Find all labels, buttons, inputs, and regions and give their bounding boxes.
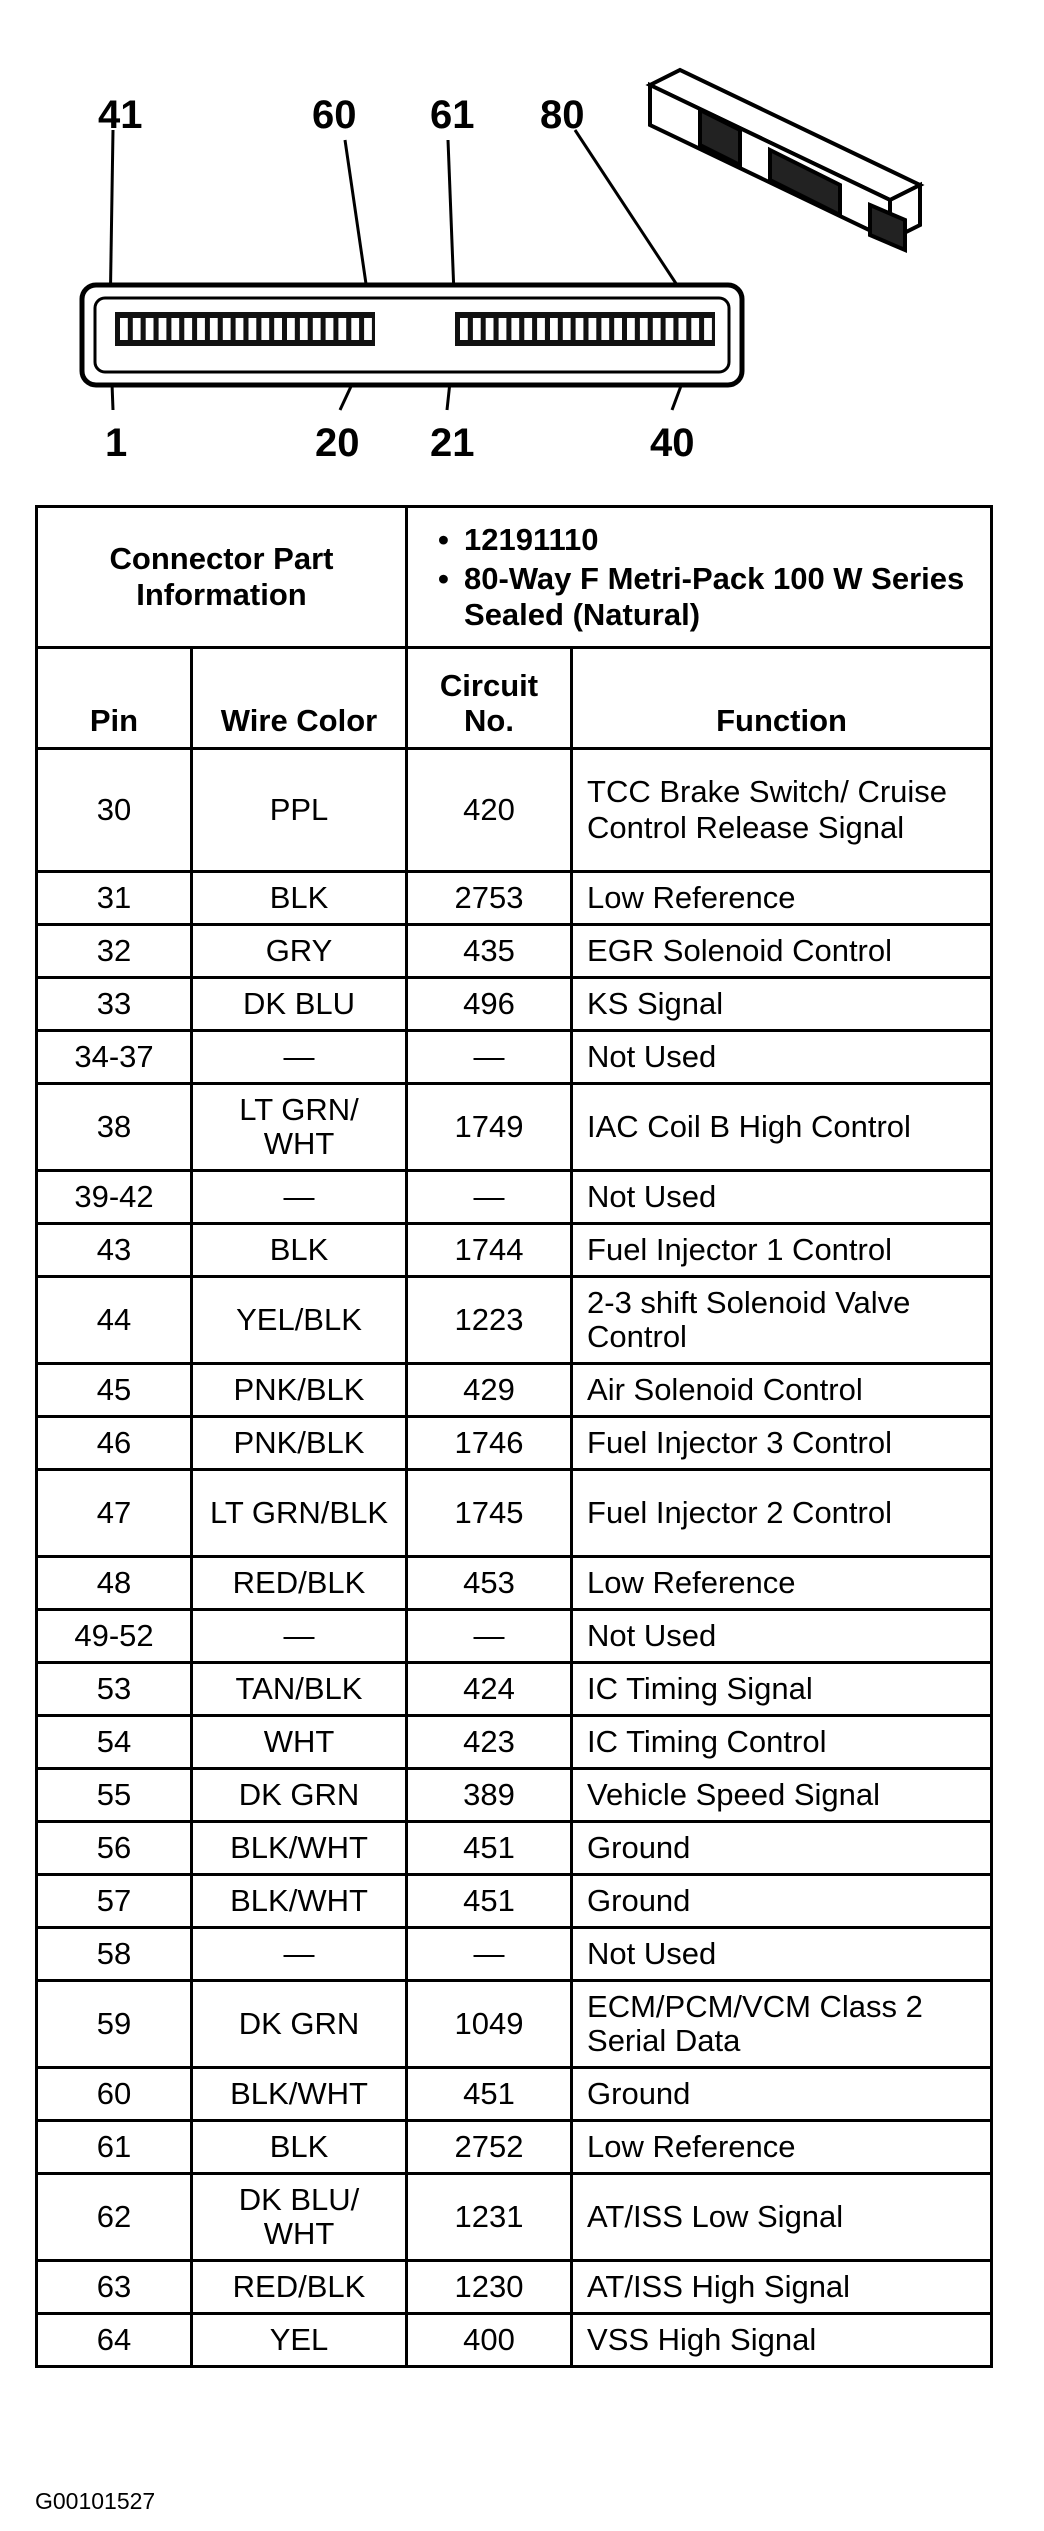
table-row: [37, 1084, 992, 1171]
cell-pin: 59: [37, 1981, 192, 2068]
table-row: [37, 2261, 992, 2314]
cell-pin: 32: [37, 925, 192, 978]
pin-slot: [576, 318, 584, 340]
cell-function: TCC Brake Switch/ Cruise Control Release Signal: [572, 749, 992, 872]
table-row: [37, 1031, 992, 1084]
table-row: [37, 1928, 992, 1981]
connector-pinout-table: [35, 505, 993, 2368]
cell-wire-color: GRY: [192, 925, 407, 978]
cell-pin: 60: [37, 2068, 192, 2121]
cell-function: Not Used: [572, 1610, 992, 1663]
cell-circuit-no: 1745: [407, 1470, 572, 1557]
col-header-function: Function: [572, 648, 992, 749]
col-header-circuit: Circuit No.: [407, 648, 572, 749]
pin-slot: [511, 318, 519, 340]
cell-circuit-no: —: [407, 1031, 572, 1084]
pin-slot: [184, 318, 192, 340]
cell-wire-color: DK BLU: [192, 978, 407, 1031]
cell-circuit-no: 451: [407, 2068, 572, 2121]
cell-pin: 64: [37, 2314, 192, 2367]
pin-slot: [364, 318, 372, 340]
pin-label-20: 20: [315, 421, 360, 465]
cell-function: Ground: [572, 1822, 992, 1875]
cell-circuit-no: 1231: [407, 2174, 572, 2261]
cell-circuit-no: 451: [407, 1875, 572, 1928]
cell-wire-color: —: [192, 1171, 407, 1224]
pin-label-61: 61: [430, 93, 475, 137]
cell-function: ECM/PCM/VCM Class 2 Serial Data: [572, 1981, 992, 2068]
pin-label-60: 60: [312, 93, 357, 137]
cell-wire-color: —: [192, 1610, 407, 1663]
table-row: [37, 1364, 992, 1417]
cell-function: Low Reference: [572, 872, 992, 925]
cell-function: Fuel Injector 3 Control: [572, 1417, 992, 1470]
pin-slot: [524, 318, 532, 340]
cell-function: Air Solenoid Control: [572, 1364, 992, 1417]
cell-function: IAC Coil B High Control: [572, 1084, 992, 1171]
table-row: [37, 749, 992, 872]
pin-slot: [120, 318, 128, 340]
cell-wire-color: DK GRN: [192, 1769, 407, 1822]
pin-slot: [287, 318, 295, 340]
cell-function: Vehicle Speed Signal: [572, 1769, 992, 1822]
connector-description: • 80-Way F Metri-Pack 100 W Series Sealed (Natural): [438, 561, 982, 632]
table-row: [37, 978, 992, 1031]
pin-slot: [236, 318, 244, 340]
cell-wire-color: —: [192, 1031, 407, 1084]
table-row: [37, 1610, 992, 1663]
pin-slot: [210, 318, 218, 340]
pin-slot: [601, 318, 609, 340]
pin-slot: [249, 318, 257, 340]
cell-function: Not Used: [572, 1031, 992, 1084]
cell-function: AT/ISS High Signal: [572, 2261, 992, 2314]
cell-wire-color: BLK/WHT: [192, 1822, 407, 1875]
table-row: [37, 1822, 992, 1875]
cell-pin: 56: [37, 1822, 192, 1875]
cell-circuit-no: 2752: [407, 2121, 572, 2174]
connector-diagram: [0, 0, 1044, 470]
cell-circuit-no: 429: [407, 1364, 572, 1417]
table-row: [37, 1277, 992, 1364]
table-row: [37, 2314, 992, 2367]
cell-circuit-no: 400: [407, 2314, 572, 2367]
cell-wire-color: LT GRN/ WHT: [192, 1084, 407, 1171]
cell-circuit-no: 424: [407, 1663, 572, 1716]
table-row: [37, 1981, 992, 2068]
table-row: [37, 2174, 992, 2261]
cell-circuit-no: 1223: [407, 1277, 572, 1364]
table-row: [37, 2121, 992, 2174]
pin-slot: [550, 318, 558, 340]
table-row: [37, 1557, 992, 1610]
cell-circuit-no: 1230: [407, 2261, 572, 2314]
pin-slot: [171, 318, 179, 340]
table-row: [37, 1417, 992, 1470]
cell-pin: 58: [37, 1928, 192, 1981]
connector-3d-icon: [650, 70, 920, 250]
cell-circuit-no: 423: [407, 1716, 572, 1769]
pin-label-21: 21: [430, 421, 475, 465]
cell-pin: 46: [37, 1417, 192, 1470]
cell-pin: 57: [37, 1875, 192, 1928]
cell-pin: 33: [37, 978, 192, 1031]
cell-wire-color: PPL: [192, 749, 407, 872]
cell-circuit-no: 1749: [407, 1084, 572, 1171]
cell-pin: 62: [37, 2174, 192, 2261]
cell-circuit-no: 2753: [407, 872, 572, 925]
pin-slot: [473, 318, 481, 340]
cell-function: 2-3 shift Solenoid Valve Control: [572, 1277, 992, 1364]
table-row: [37, 2068, 992, 2121]
pin-slot: [614, 318, 622, 340]
cell-circuit-no: —: [407, 1928, 572, 1981]
cell-circuit-no: 496: [407, 978, 572, 1031]
table-row: [37, 872, 992, 925]
connector-part-info-items: [407, 507, 992, 648]
cell-pin: 55: [37, 1769, 192, 1822]
pin-slot: [313, 318, 321, 340]
cell-wire-color: WHT: [192, 1716, 407, 1769]
cell-function: Not Used: [572, 1171, 992, 1224]
table-row: [37, 1663, 992, 1716]
pin-slot: [223, 318, 231, 340]
cell-pin: 47: [37, 1470, 192, 1557]
cell-function: Fuel Injector 2 Control: [572, 1470, 992, 1557]
cell-wire-color: YEL/BLK: [192, 1277, 407, 1364]
pin-label-41: 41: [98, 93, 143, 137]
cell-pin: 54: [37, 1716, 192, 1769]
connector-body: [82, 285, 742, 385]
table-row: [37, 1470, 992, 1557]
pin-slot: [197, 318, 205, 340]
pin-slot: [499, 318, 507, 340]
cell-circuit-no: —: [407, 1171, 572, 1224]
pin-slot: [351, 318, 359, 340]
cell-function: EGR Solenoid Control: [572, 925, 992, 978]
pin-slot: [146, 318, 154, 340]
pin-label-80: 80: [540, 93, 585, 137]
cell-circuit-no: 451: [407, 1822, 572, 1875]
cell-function: KS Signal: [572, 978, 992, 1031]
cell-function: VSS High Signal: [572, 2314, 992, 2367]
table-row: [37, 1716, 992, 1769]
cell-circuit-no: 420: [407, 749, 572, 872]
cell-function: AT/ISS Low Signal: [572, 2174, 992, 2261]
pin-slot: [133, 318, 141, 340]
cell-wire-color: BLK: [192, 2121, 407, 2174]
pin-slot: [691, 318, 699, 340]
cell-wire-color: BLK/WHT: [192, 2068, 407, 2121]
col-header-pin: Pin: [37, 648, 192, 749]
cell-wire-color: BLK/WHT: [192, 1875, 407, 1928]
cell-pin: 48: [37, 1557, 192, 1610]
cell-pin: 34-37: [37, 1031, 192, 1084]
cell-circuit-no: 1049: [407, 1981, 572, 2068]
cell-wire-color: TAN/BLK: [192, 1663, 407, 1716]
cell-function: Fuel Injector 1 Control: [572, 1224, 992, 1277]
pin-label-1: 1: [105, 421, 128, 465]
figure-id: G00101527: [35, 2488, 156, 2514]
cell-pin: 44: [37, 1277, 192, 1364]
cell-wire-color: PNK/BLK: [192, 1364, 407, 1417]
part-number: • 12191110: [438, 522, 982, 558]
table-row: [37, 1224, 992, 1277]
cell-pin: 63: [37, 2261, 192, 2314]
cell-pin: 43: [37, 1224, 192, 1277]
pin-slot: [159, 318, 167, 340]
pin-slot: [274, 318, 282, 340]
cell-pin: 45: [37, 1364, 192, 1417]
cell-circuit-no: 453: [407, 1557, 572, 1610]
cell-pin: 38: [37, 1084, 192, 1171]
cell-pin: 49-52: [37, 1610, 192, 1663]
pin-slot: [486, 318, 494, 340]
pin-slot: [563, 318, 571, 340]
cell-function: Low Reference: [572, 2121, 992, 2174]
pin-slot: [300, 318, 308, 340]
cell-pin: 53: [37, 1663, 192, 1716]
cell-pin: 39-42: [37, 1171, 192, 1224]
cell-function: Low Reference: [572, 1557, 992, 1610]
pin-slot: [704, 318, 712, 340]
cell-pin: 30: [37, 749, 192, 872]
cell-wire-color: —: [192, 1928, 407, 1981]
cell-circuit-no: 435: [407, 925, 572, 978]
table-row: [37, 1875, 992, 1928]
table-row: [37, 1769, 992, 1822]
cell-wire-color: YEL: [192, 2314, 407, 2367]
pin-slot: [326, 318, 334, 340]
cell-function: Ground: [572, 2068, 992, 2121]
cell-wire-color: DK BLU/ WHT: [192, 2174, 407, 2261]
cell-circuit-no: 1746: [407, 1417, 572, 1470]
pin-slot: [679, 318, 687, 340]
table-row: [37, 1171, 992, 1224]
cell-pin: 31: [37, 872, 192, 925]
cell-wire-color: RED/BLK: [192, 1557, 407, 1610]
cell-wire-color: BLK: [192, 1224, 407, 1277]
cell-function: IC Timing Control: [572, 1716, 992, 1769]
table-row: [37, 925, 992, 978]
pin-slot: [537, 318, 545, 340]
cell-wire-color: RED/BLK: [192, 2261, 407, 2314]
cell-wire-color: BLK: [192, 872, 407, 925]
cell-function: Ground: [572, 1875, 992, 1928]
pin-slot: [627, 318, 635, 340]
pin-slot: [460, 318, 468, 340]
connector-part-info-label: Connector Part Information: [37, 507, 407, 648]
cell-pin: 61: [37, 2121, 192, 2174]
pin-label-40: 40: [650, 421, 695, 465]
pin-slot: [653, 318, 661, 340]
cell-wire-color: PNK/BLK: [192, 1417, 407, 1470]
col-header-wire-color: Wire Color: [192, 648, 407, 749]
cell-function: IC Timing Signal: [572, 1663, 992, 1716]
pin-slot: [338, 318, 346, 340]
cell-function: Not Used: [572, 1928, 992, 1981]
cell-circuit-no: 389: [407, 1769, 572, 1822]
cell-circuit-no: —: [407, 1610, 572, 1663]
pin-slot: [589, 318, 597, 340]
pin-slot: [666, 318, 674, 340]
cell-wire-color: DK GRN: [192, 1981, 407, 2068]
pin-slot: [640, 318, 648, 340]
cell-circuit-no: 1744: [407, 1224, 572, 1277]
cell-wire-color: LT GRN/BLK: [192, 1470, 407, 1557]
pin-slot: [261, 318, 269, 340]
